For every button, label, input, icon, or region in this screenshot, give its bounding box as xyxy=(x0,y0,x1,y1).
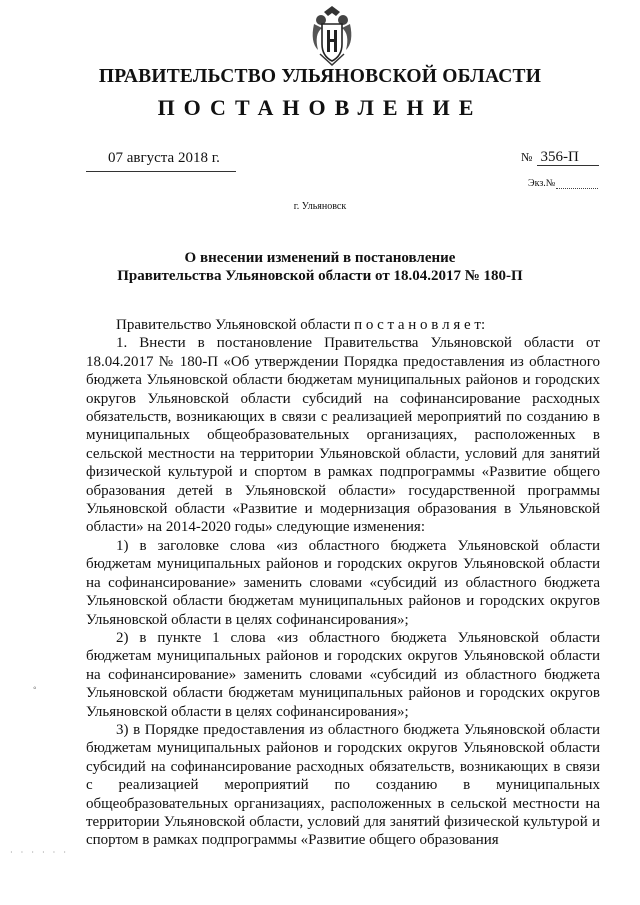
document-body xyxy=(86,316,600,850)
copy-number-line xyxy=(556,188,598,189)
government-title: ПРАВИТЕЛЬСТВО УЛЬЯНОВСКОЙ ОБЛАСТИ xyxy=(98,66,542,87)
document-type: ПОСТАНОВЛЕНИЕ xyxy=(157,95,483,120)
number-label: № xyxy=(521,150,533,164)
subparagraph-1: 1) в заголовке слова «из областного бюджета Ульяновской области бюджетам муниципальных районов и городских округов Ульяновской области на софинансирование» заменить словами «субсидий из областного бюджета Ульяновской области бюджетам муниципальных районов и городских округов Ульяновской области в целях софинансирования»; xyxy=(86,537,600,628)
paragraph-1: 1. Внести в постановление Правительства Ульяновской области от 18.04.2017 № 180-П «Об утверждении Порядка предоставления из областного бюджета Ульяновской области бюджетам муниципальных районов и городских округов Ульяновской области субсидий на софинансирование расходных обязательств, возникающих в связи с реализацией мероприятий по созданию в муниципальных общеобразовательных организациях, расположенных в сельской местности на территории Ульяновской области, условий для занятий физической культурой и спортом в рамках подпрограммы «Развитие общего образования детей в Ульяновской области» государственной программы Ульяновской области «Развитие и модернизация образования в Ульяновской области» на 2014-2020 годы» следующие изменения: xyxy=(86,335,600,536)
document-heading xyxy=(0,249,640,285)
decree-line: Правительство Ульяновской области п о с т а н о в л я е т: xyxy=(116,317,486,333)
date-underline xyxy=(86,171,236,172)
subparagraph-3: 3) в Порядке предоставления из областного бюджета Ульяновской области бюджетам муниципальных районов и городских округов Ульяновской области субсидий на софинансирование расходных обязательств, возникающих в связи с реализацией мероприятий по созданию в муниципальных общеобразовательных организациях, расположенных в сельской местности на территории Ульяновской области, условий для занятий физической культурой и спортом в рамках подпрограммы «Развитие общего образования xyxy=(86,721,600,849)
number-value: 356-П xyxy=(540,149,579,165)
number-underline xyxy=(537,165,599,166)
heading-line-2: Правительства Ульяновской области от 18.04.2017 № 180-П xyxy=(117,268,523,284)
coat-of-arms-icon xyxy=(310,4,354,66)
scan-artifact: · · · · · · xyxy=(10,848,69,857)
document-date: 07 августа 2018 г. xyxy=(108,150,220,166)
city: г. Ульяновск xyxy=(293,201,347,212)
heading-line-1: О внесении изменений в постановление xyxy=(184,250,456,266)
margin-mark: ◦ xyxy=(33,683,37,694)
document-number xyxy=(521,149,579,166)
subparagraph-2: 2) в пункте 1 слова «из областного бюджета Ульяновской области бюджетам муниципальных районов и городских округов Ульяновской области на софинансирование» заменить словами «субсидий из областного бюджета Ульяновской области бюджетам муниципальных районов и городских округов Ульяновской области в целях софинансирования»; xyxy=(86,629,600,720)
copy-number-label: Экз.№ xyxy=(528,178,556,189)
